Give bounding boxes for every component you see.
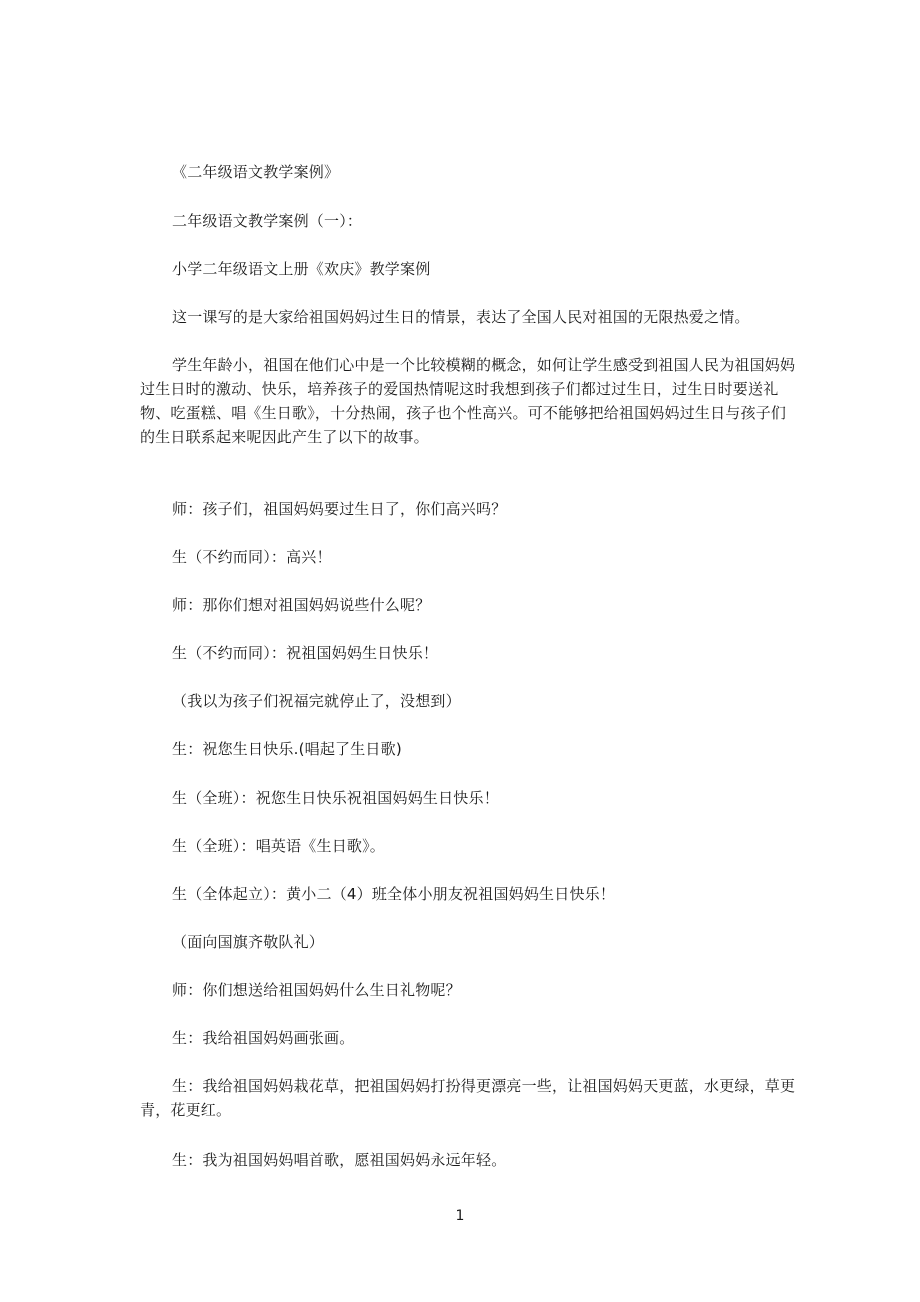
dialogue-line: （面向国旗齐敬队礼） <box>172 933 325 951</box>
document-title: 《二年级语文教学案例》 <box>172 163 340 181</box>
dialogue-line: 生（全班）：祝您生日快乐祝祖国妈妈生日快乐！ <box>172 789 499 807</box>
lesson-title: 小学二年级语文上册《欢庆》教学案例 <box>172 260 431 278</box>
dialogue-line: 生：我给祖国妈妈画张画。 <box>172 1029 355 1047</box>
dialogue-line: 生（不约而同）：祝祖国妈妈生日快乐！ <box>172 644 439 662</box>
dialogue-line: 生（不约而同）：高兴！ <box>172 548 332 566</box>
dialogue-line: 生（全体起立）：黄小二（4）班全体小朋友祝祖国妈妈生日快乐！ <box>172 885 616 903</box>
dialogue-line: （我以为孩子们祝福完就停止了，没想到） <box>172 692 461 710</box>
dialogue-line: 生：我为祖国妈妈唱首歌，愿祖国妈妈永远年轻。 <box>172 1151 507 1169</box>
dialogue-line: 师：你们想送给祖国妈妈什么生日礼物呢？ <box>172 981 461 999</box>
dialogue-line: 生（全班）：唱英语《生日歌》。 <box>172 837 386 855</box>
page-number: 1 <box>455 1208 465 1224</box>
dialogue-line: 师：孩子们，祖国妈妈要过生日了，你们高兴吗？ <box>172 500 507 518</box>
background-paragraph: 学生年龄小，祖国在他们心中是一个比较模糊的概念，如何让学生感受到祖国人民为祖国妈妈过生日时的激动、快乐，培养孩子的爱国热情呢这时我想到孩子们都过过生日，过生日时要送礼物、吃蛋糕、唱《生日歌》，十分热闹，孩子也个性高兴。可不能够把给祖国妈妈过生日与孩子们的生日联系起来呢因此产生了以下的故事。 <box>140 356 796 446</box>
dialogue-line: 师：那你们想对祖国妈妈说些什么呢？ <box>172 596 431 614</box>
intro-paragraph: 这一课写的是大家给祖国妈妈过生日的情景，表达了全国人民对祖国的无限热爱之情。 <box>172 308 750 326</box>
dialogue-line: 生：我给祖国妈妈栽花草，把祖国妈妈打扮得更漂亮一些，让祖国妈妈天更蓝，水更绿，草更青，花更红。 <box>140 1077 796 1119</box>
document-subtitle: 二年级语文教学案例（一）： <box>172 212 363 230</box>
dialogue-line: 生：祝您生日快乐.(唱起了生日歌) <box>172 740 402 758</box>
